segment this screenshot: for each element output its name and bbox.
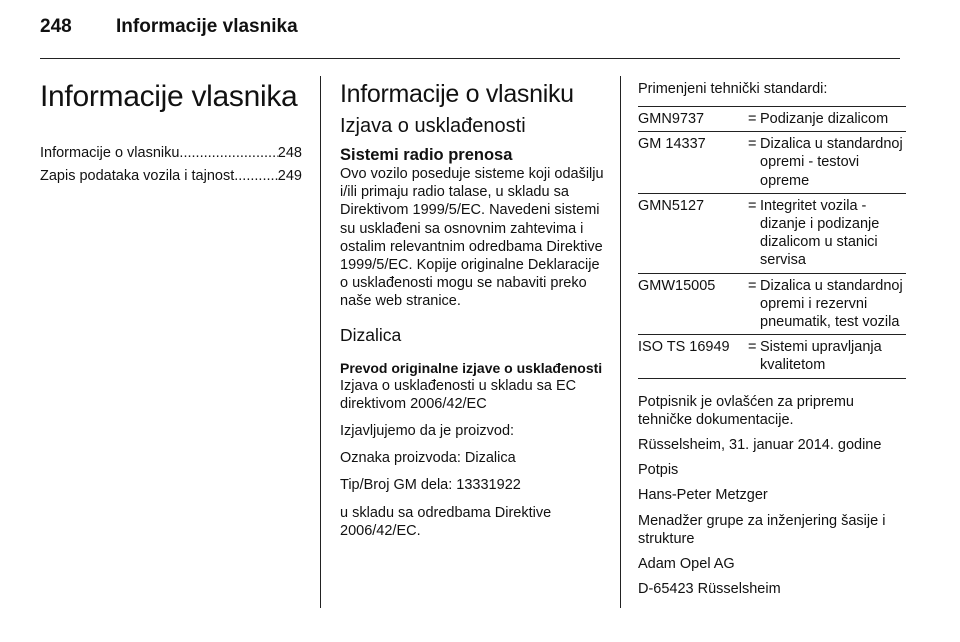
table-row: [638, 132, 906, 194]
paragraph: Tip/Broj GM dela: 13331922: [340, 477, 521, 494]
equals-sign: =: [748, 277, 757, 294]
standard-code: GM 14337: [638, 136, 706, 153]
toc-leader-dots: [234, 165, 278, 188]
equals-sign: =: [748, 339, 757, 356]
toc-entry-label: Informacije o vlasniku: [40, 145, 180, 161]
table-row: [638, 107, 906, 132]
paragraph: Adam Opel AG: [638, 556, 735, 573]
paragraph: Izjavljujemo da je proizvod:: [340, 423, 515, 440]
toc-column: [40, 70, 302, 188]
page-header: [40, 16, 900, 52]
equals-sign: =: [748, 197, 757, 214]
paragraph: u skladu sa odredbama Direktive 2006/42/EC.: [340, 504, 552, 539]
paragraph: D-65423 Rüsselsheim: [638, 581, 781, 598]
running-title: Informacije vlasnika: [116, 16, 298, 37]
toc-entry-page: 249: [277, 168, 302, 184]
toc-entry-label: Zapis podataka vozila i tajnost: [40, 168, 235, 184]
content-column-2: [638, 70, 906, 605]
content-column-1: [340, 70, 605, 549]
standard-code: GMW15005: [638, 277, 716, 294]
toc-entry[interactable]: [40, 165, 302, 188]
page-number: 248: [40, 16, 72, 37]
toc-entry[interactable]: [40, 142, 302, 165]
standards-table: [638, 106, 906, 379]
equals-sign: =: [748, 136, 757, 153]
standard-description: Podizanje dizalicom: [760, 111, 889, 127]
paragraph: Izjava o usklađenosti u skladu sa EC direktivom 2006/42/EC: [340, 377, 577, 412]
column-divider-2: [620, 76, 621, 608]
toc-entry-page: 248: [277, 145, 302, 161]
chapter-title: Informacije vlasnika: [40, 80, 298, 113]
standard-description: Dizalica u standardnoj opremi - testovi opreme: [760, 136, 903, 189]
standard-description: Integritet vozila - dizanje i podizanje dizalicom u stanici servisa: [760, 197, 880, 269]
paragraph: Potpisnik je ovlašćen za pripremu tehničke dokumentacije.: [638, 393, 854, 428]
standard-description: Dizalica u standardnoj opremi i rezervni pneumatik, test vozila: [760, 277, 903, 331]
paragraph: Oznaka proizvoda: Dizalica: [340, 450, 516, 467]
standards-intro: Primenjeni tehnički standardi:: [638, 81, 828, 97]
paragraph: Potpis: [638, 462, 679, 479]
standard-code: GMN5127: [638, 197, 705, 214]
column-divider-1: [320, 76, 321, 608]
paragraph: Menadžer grupe za inženjering šasije i strukture: [638, 512, 886, 547]
equals-sign: =: [748, 111, 757, 127]
radio-heading: Sistemi radio prenosa: [340, 146, 513, 164]
subsection-title: Izjava o usklađenosti: [340, 115, 526, 137]
dizalica-heading: Dizalica: [340, 324, 402, 345]
translation-heading: Prevod originalne izjave o usklađenosti: [340, 359, 603, 376]
standard-code: ISO TS 16949: [638, 339, 730, 356]
toc-leader-dots: [179, 142, 277, 165]
paragraph: Rüsselsheim, 31. januar 2014. godine: [638, 437, 882, 454]
paragraph: Hans-Peter Metzger: [638, 487, 768, 504]
standard-description: Sistemi upravljanja kvalitetom: [760, 339, 882, 374]
section-title: Informacije o vlasniku: [340, 80, 574, 108]
standard-code: GMN9737: [638, 111, 705, 127]
table-row: [638, 274, 906, 336]
radio-paragraph: Ovo vozilo poseduje sisteme koji odašilju i/ili primaju radio talase, u skladu sa Direktivom 1999/5/EC. Navedeni sistemi su usklađeni sa osnovnim zahtevima i ostalim relevantnim odredbama Direktive 1999/5/EC. Kopije originalne Deklaracije o usklađenosti mogu se nabaviti preko naše web stranice.: [340, 166, 604, 310]
table-row: [638, 194, 906, 274]
table-row: [638, 335, 906, 378]
header-rule: [40, 58, 900, 59]
